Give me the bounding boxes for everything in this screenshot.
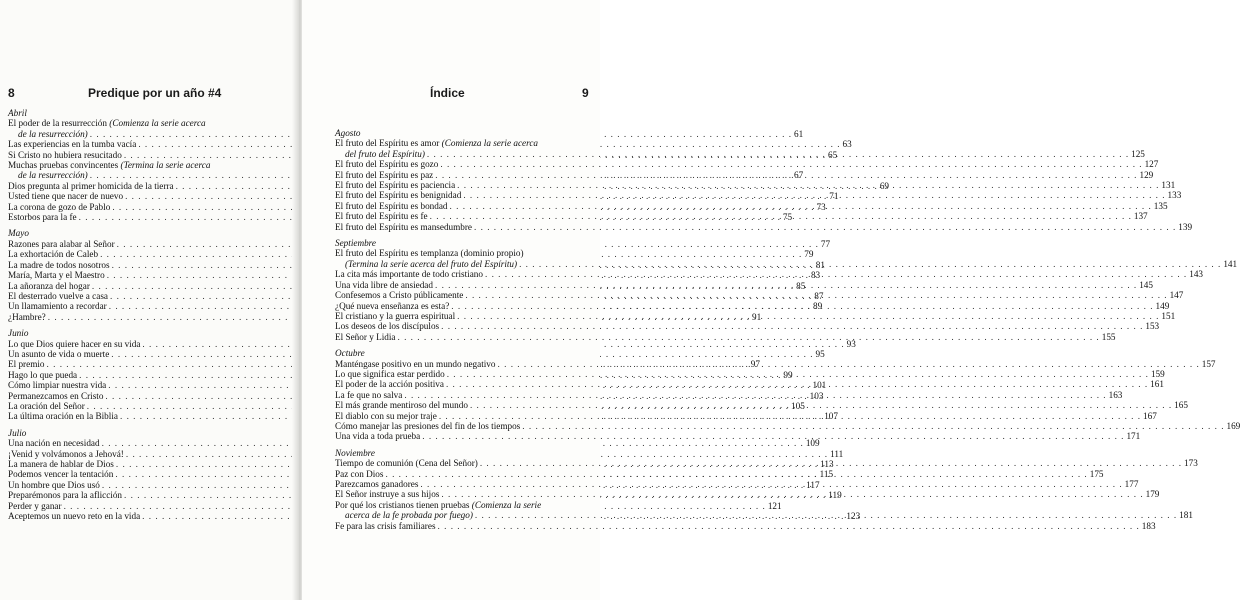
leader-dots (439, 411, 1141, 421)
entry-page-number: 179 (1145, 489, 1160, 500)
entry-title: El desterrado vuelve a casa (8, 290, 108, 301)
month-heading: Noviembre (335, 447, 375, 458)
month-heading: Mayo (8, 228, 29, 239)
entry-page-number: 87 (814, 290, 824, 301)
entry-title: Preparémonos para la aflicción (8, 490, 123, 501)
entry-note-continued: del fruto del Espíritu) (345, 148, 425, 159)
toc-entry-line (335, 500, 587, 510)
entry-page-number: 71 (829, 191, 839, 202)
entry-title: Razones para alabar al Señor (8, 238, 115, 249)
entry-title: Una vida a toda prueba (335, 431, 421, 442)
entry-page-number: 161 (1150, 379, 1164, 390)
entry-page-number: 177 (1124, 479, 1139, 489)
entry-page-number: 91 (751, 311, 762, 322)
leader-dots (404, 390, 1106, 400)
toc-entry (335, 321, 1160, 332)
entry-title: María, Marta y el Maestro (8, 270, 105, 281)
leader-dots (450, 201, 1152, 211)
toc-entry (335, 431, 1141, 442)
entry-page-number: 69 (879, 180, 889, 191)
leader-dots (480, 458, 1182, 468)
entry-title: El fruto del Espíritu es fe (335, 211, 428, 222)
entry-title: El diablo con su mejor traje (335, 410, 437, 421)
entry-title: El fruto del Espíritu es bondad (335, 200, 448, 211)
entry-title: Estorbos para la fe (8, 212, 77, 223)
leader-dots (446, 379, 1148, 389)
entry-page-number: 73 (816, 201, 826, 212)
leader-dots (441, 321, 1143, 331)
leader-dots (475, 510, 1177, 520)
entry-title: Confesemos a Cristo públicamente (335, 290, 464, 301)
entry-page-number: 99 (783, 369, 793, 380)
entry-page-number: 155 (1101, 331, 1116, 342)
entry-page-number: 105 (791, 400, 805, 411)
entry-note: (Comienza la serie acerca (441, 138, 539, 149)
running-title: Predique por un año #4 (88, 86, 222, 100)
entry-page-number: 107 (824, 411, 838, 422)
entry-page-number: 121 (767, 500, 782, 511)
month-heading: Junio (8, 328, 29, 339)
toc-entry-line (335, 248, 587, 258)
entry-page-number: 131 (1161, 180, 1176, 191)
month-heading: Septiembre (335, 238, 376, 249)
entry-title: Permanezcamos en Cristo (8, 390, 104, 401)
entry-title: Tiempo de comunión (Cena del Señor) (335, 458, 478, 469)
entry-page-number: 127 (1144, 159, 1159, 170)
leader-dots (457, 180, 1159, 190)
entry-title: Un hombre que Dios usó (8, 479, 100, 490)
entry-title: La corona de gozo de Pablo (8, 201, 111, 212)
month-heading: Abril (8, 108, 27, 118)
page-number: 9 (582, 86, 589, 100)
entry-page-number: 147 (1169, 290, 1184, 301)
entry-note-continued: acerca de la fe probada por fuego) (345, 510, 473, 521)
entry-page-number: 89 (812, 301, 823, 312)
leader-dots (440, 159, 1142, 169)
entry-page-number: 163 (1108, 389, 1123, 400)
entry-title: El cristiano y la guerra espiritual (335, 310, 456, 321)
entry-page-number: 67 (793, 170, 804, 181)
toc-entry-line (8, 118, 270, 128)
entry-title: Un asunto de vida o muerte (8, 348, 110, 359)
entry-page-number: 109 (805, 438, 820, 449)
entry-page-number: 81 (815, 259, 825, 270)
toc-entry (335, 420, 1240, 431)
entry-title: Una nación en necesidad (8, 438, 100, 449)
leader-dots (427, 149, 1129, 159)
leader-dots (522, 421, 1224, 431)
entry-page-number: 165 (1174, 400, 1188, 411)
entry-title: La cita más importante de todo cristiano (335, 269, 483, 280)
entry-page-number: 153 (1145, 321, 1160, 332)
entry-title: Por qué los cristianos tienen pruebas (335, 499, 470, 510)
entry-note-continued: de la resurrección) (18, 128, 88, 139)
entry-title: Cómo manejar las presiones del fin de los tiempos (335, 420, 521, 431)
leader-dots (438, 521, 1140, 531)
month-heading: Julio (8, 427, 27, 438)
entry-page-number: 151 (1161, 310, 1176, 321)
entry-title: Usted tiene que nacer de nuevo (8, 191, 124, 202)
entry-page-number: 103 (809, 390, 824, 401)
entry-page-number: 167 (1143, 410, 1157, 421)
entry-title: Las experiencias en la tumba vacía (8, 139, 137, 150)
leader-dots (447, 369, 1149, 379)
entry-note-continued: (Termina la serie acerca del fruto del Espíritu) (345, 258, 518, 269)
entry-page-number: 93 (846, 338, 856, 349)
running-title: Índice (430, 86, 465, 100)
entry-title: ¡Venid y volvámonos a Jehová! (8, 448, 124, 459)
entry-page-number: 135 (1153, 200, 1168, 211)
entry-title: Cómo limpiar nuestra vida (8, 380, 107, 391)
toc-entry (335, 221, 1193, 232)
entry-title: El poder de la acción positiva (335, 379, 444, 390)
entry-page-number: 77 (820, 238, 831, 249)
entry-page-number: 117 (806, 479, 820, 490)
entry-title: El fruto del Espíritu es benignidad (335, 190, 462, 201)
entry-page-number: 63 (842, 139, 852, 150)
entry-note: (Comienza la serie acerca (109, 118, 206, 129)
entry-title: El fruto del Espíritu es mansedumbre (335, 221, 473, 232)
entry-page-number: 119 (828, 490, 842, 501)
entry-page-number: 143 (1189, 269, 1203, 280)
leader-dots (498, 359, 1200, 369)
entry-title: Manténgase positivo en un mundo negativo (335, 358, 496, 369)
toc-entry (8, 438, 820, 449)
entry-title: El fruto del Espíritu es paciencia (335, 180, 456, 191)
toc-entry (335, 331, 1116, 342)
entry-page-number: 145 (1139, 279, 1153, 290)
leader-dots (470, 400, 1172, 410)
entry-title: El fruto del Espíritu es amor (335, 138, 440, 149)
entry-title: El Señor y Lidia (335, 331, 396, 342)
entry-page-number: 75 (782, 212, 793, 223)
entry-title: El más grande mentiroso del mundo (335, 400, 468, 411)
entry-title: Aceptemos un nuevo reto en la vida (8, 511, 141, 522)
entry-title: Perder y ganar (8, 500, 62, 511)
leader-dots (422, 431, 1124, 441)
entry-title: El fruto del Espíritu es paz (335, 169, 434, 180)
entry-title: La añoranza del hogar (8, 280, 90, 291)
entry-title: Paz con Dios (335, 468, 384, 479)
toc-entry (8, 338, 856, 349)
entry-page-number: 181 (1179, 510, 1193, 521)
entry-page-number: 149 (1155, 300, 1170, 311)
entry-title: Un llamamiento a recordar (8, 301, 107, 312)
entry-title: Lo que Dios quiere hacer en su vida (8, 338, 141, 349)
entry-page-number: 129 (1139, 169, 1154, 180)
entry-title: Hago lo que pueda (8, 369, 78, 380)
leader-dots (457, 311, 1159, 321)
leader-dots (465, 290, 1167, 300)
leader-dots (385, 469, 1087, 479)
entry-title: La exhortación de Caleb (8, 249, 99, 260)
entry-title: La madre de todos nosotros (8, 259, 110, 270)
entry-page-number: 137 (1133, 211, 1148, 222)
entry-page-number: 101 (812, 380, 827, 391)
entry-page-number: 111 (830, 448, 844, 459)
entry-page-number: 175 (1089, 468, 1104, 479)
entry-title: Dios pregunta al primer homicida de la tierra (8, 180, 174, 191)
entry-title: La fe que no salva (335, 389, 403, 400)
entry-note: (Comienza la serie (471, 499, 542, 510)
entry-page-number: 157 (1201, 358, 1216, 369)
entry-title: La última oración en la Biblia (8, 411, 118, 422)
toc-entry (335, 159, 1159, 170)
entry-note-continued: de la resurrección) (18, 170, 88, 181)
leader-dots (463, 190, 1165, 200)
leader-dots (397, 332, 1099, 342)
entry-page-number: 171 (1126, 431, 1141, 442)
toc-entry-line (335, 138, 587, 148)
leader-dots (451, 301, 1153, 311)
page-number: 8 (8, 86, 15, 100)
entry-page-number: 141 (1223, 258, 1238, 269)
entry-page-number: 85 (796, 280, 806, 291)
leader-dots (435, 170, 1137, 180)
toc-entry (335, 520, 1156, 531)
entry-page-number: 125 (1131, 148, 1145, 159)
entry-page-number: 83 (810, 270, 821, 281)
entry-page-number: 169 (1226, 420, 1240, 431)
entry-title: Una vida libre de ansiedad (335, 279, 433, 290)
leader-dots (435, 280, 1137, 290)
toc-entry-line (8, 160, 270, 170)
entry-page-number: 173 (1184, 458, 1198, 469)
entry-title: El Señor instruye a sus hijos (335, 489, 440, 500)
entry-page-number: 113 (820, 459, 834, 469)
leader-dots (485, 269, 1187, 279)
entry-page-number: 65 (828, 149, 838, 160)
entry-title: El premio (8, 359, 45, 370)
entry-page-number: 123 (846, 511, 861, 522)
leader-dots (519, 259, 1221, 269)
entry-page-number: 79 (804, 249, 814, 260)
entry-title: La manera de hablar de Dios (8, 459, 114, 469)
entry-page-number: 159 (1150, 368, 1165, 379)
entry-title: El poder de la resurrección (8, 118, 107, 129)
month-heading: Agosto (335, 128, 361, 138)
month-heading: Octubre (335, 348, 365, 359)
entry-page-number: 97 (750, 359, 760, 370)
entry-page-number: 133 (1167, 190, 1182, 201)
entry-title: Lo que significa estar perdido (335, 368, 445, 379)
entry-page-number: 139 (1178, 221, 1193, 232)
entry-title: El fruto del Espíritu es gozo (335, 159, 439, 170)
entry-note: (Termina la serie acerca (120, 160, 211, 171)
entry-title: Parezcamos ganadores (335, 479, 419, 489)
entry-title: Podemos vencer la tentación (8, 469, 114, 480)
leader-dots (430, 211, 1132, 221)
leader-dots (441, 489, 1143, 499)
entry-title: ¿Hambre? (8, 311, 46, 322)
entry-title: El fruto del Espíritu es templanza (dominio propio) (335, 248, 524, 259)
entry-title: Si Cristo no hubiera resucitado (8, 149, 122, 160)
entry-title: La oración del Señor (8, 400, 85, 411)
entry-page-number: 115 (819, 469, 834, 480)
leader-dots (420, 479, 1122, 489)
leader-dots (474, 222, 1176, 232)
entry-title: ¿Qué nueva enseñanza es esta? (335, 300, 450, 311)
entry-title: Muchas pruebas convincentes (8, 160, 119, 171)
entry-title: Fe para las crisis familiares (335, 520, 436, 531)
entry-page-number: 95 (815, 348, 825, 359)
entry-title: Los deseos de los discípulos (335, 321, 440, 332)
entry-page-number: 183 (1141, 520, 1156, 531)
entry-page-number: 61 (793, 128, 804, 139)
